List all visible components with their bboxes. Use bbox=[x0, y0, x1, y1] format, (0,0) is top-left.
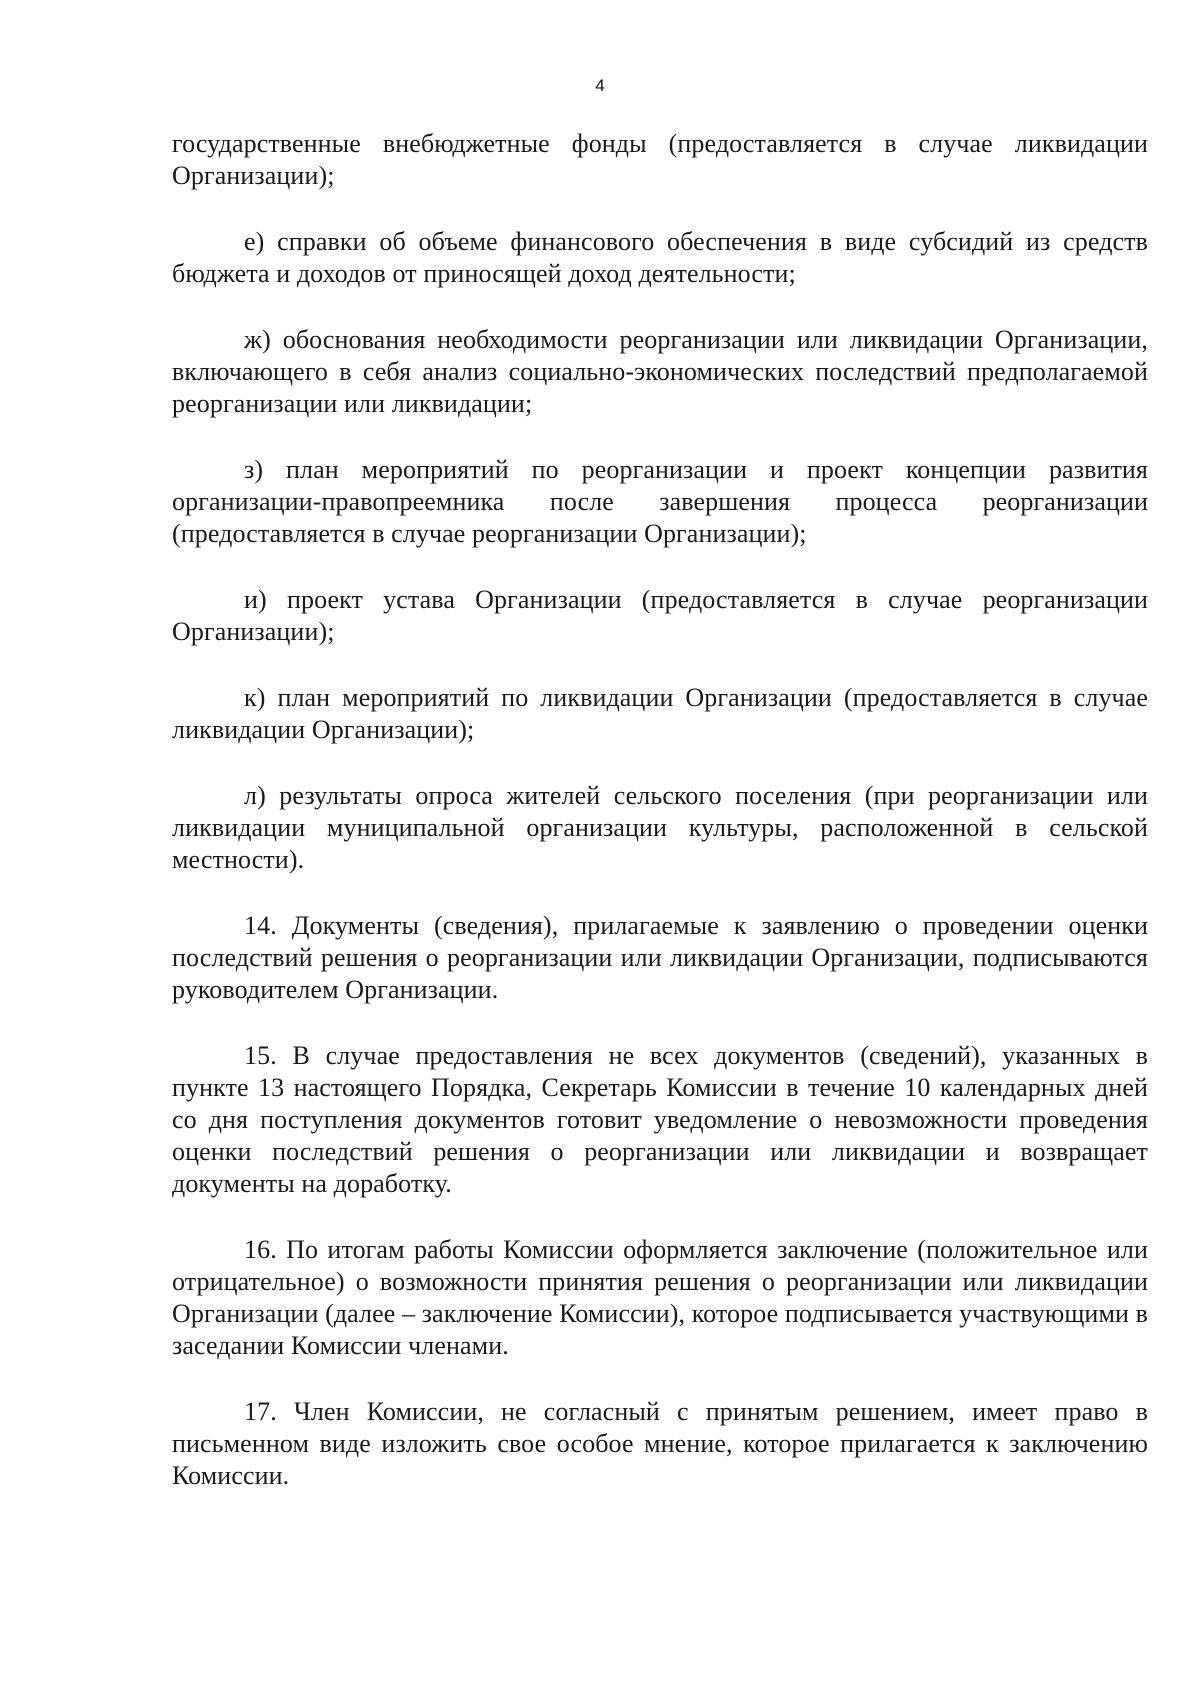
paragraph-item-k: к) план мероприятий по ликвидации Организации (предоставляется в случае ликвидации Организации); bbox=[172, 683, 1148, 744]
paragraph-item-zh: ж) обоснования необходимости реорганизации или ликвидации Организации, включающего в себя анализ социально-экономических последствий предполагаемой реорганизации или ликвидации; bbox=[172, 325, 1148, 418]
paragraph-clause-17: 17. Член Комиссии, не согласный с принятым решением, имеет право в письменном виде изложить свое особое мнение, которое прилагается к заключению Комиссии. bbox=[172, 1397, 1148, 1490]
page-number: 4 bbox=[595, 76, 605, 95]
paragraph-clause-14: 14. Документы (сведения), прилагаемые к заявлению о проведении оценки последствий решения о реорганизации или ликвидации Организации, подписываются руководителем Организации. bbox=[172, 911, 1148, 1004]
paragraph-clause-15: 15. В случае предоставления не всех документов (сведений), указанных в пункте 13 настоящего Порядка, Секретарь Комиссии в течение 10 календарных дней со дня поступления документов готовит уведомление о невозможности проведения оценки последствий решения о реорганизации или ликвидации и возвращает документы на доработку. bbox=[172, 1041, 1148, 1198]
paragraph-item-l: л) результаты опроса жителей сельского поселения (при реорганизации или ликвидации муниципальной организации культуры, расположенной в сельской местности). bbox=[172, 781, 1148, 874]
paragraph-item-i: и) проект устава Организации (предоставляется в случае реорганизации Организации); bbox=[172, 585, 1148, 646]
paragraph-continuation: государственные внебюджетные фонды (предоставляется в случае ликвидации Организации); bbox=[172, 129, 1148, 190]
paragraph-item-z: з) план мероприятий по реорганизации и проект концепции развития организации-правопреемника после завершения процесса реорганизации (предоставляется в случае реорганизации Организации); bbox=[172, 455, 1148, 548]
paragraph-clause-16: 16. По итогам работы Комиссии оформляется заключение (положительное или отрицательное) о возможности принятия решения о реорганизации или ликвидации Организации (далее – заключение Комиссии), которое подписывается участвующими в заседании Комиссии членами. bbox=[172, 1235, 1148, 1360]
paragraph-item-e: е) справки об объеме финансового обеспечения в виде субсидий из средств бюджета и доходов от приносящей доход деятельности; bbox=[172, 227, 1148, 288]
document-body bbox=[172, 128, 1148, 1526]
